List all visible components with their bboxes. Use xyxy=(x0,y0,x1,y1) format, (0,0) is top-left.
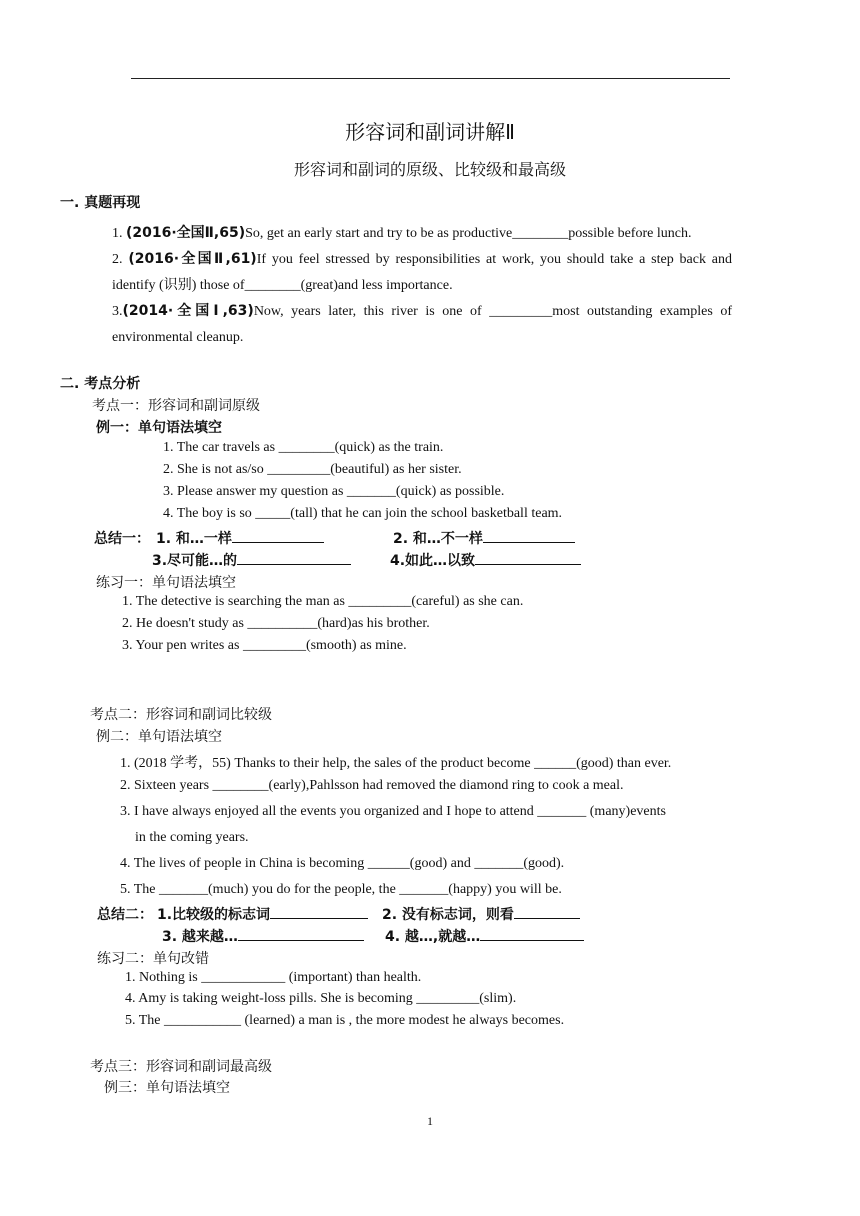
point1-example-label: 例一：单句语法填空 xyxy=(96,420,222,436)
practice2-item-2: 4. Amy is taking weight-loss pills. She is becoming _________(slim). xyxy=(125,991,517,1006)
point1-title: 考点一：形容词和副词原级 xyxy=(92,398,260,414)
point2-item-3-cont: in the coming years. xyxy=(135,830,249,845)
blank-line xyxy=(480,926,584,941)
practice2-item-3: 5. The ___________ (learned) a man is , the more modest he always becomes. xyxy=(125,1013,565,1028)
section1-heading: 一. 真题再现 xyxy=(60,195,141,211)
summary1-item-1: 1. 和…一样 xyxy=(156,528,324,548)
point3-example-label: 例三：单句语法填空 xyxy=(104,1080,230,1096)
summary1-item-2: 2. 和…不一样 xyxy=(393,528,575,548)
practice2-label: 练习二：单句改错 xyxy=(97,951,209,967)
q2-num: 2. xyxy=(112,252,123,267)
question-2 xyxy=(112,246,732,299)
question-1 xyxy=(112,220,732,247)
point2-item-3: 3. I have always enjoyed all the events you organized and I hope to attend _______ (many)events xyxy=(120,804,666,819)
summary1-item-3: 3.尽可能…的 xyxy=(152,550,351,570)
point3-title: 考点三：形容词和副词最高级 xyxy=(90,1059,272,1075)
summary2-item-3: 3. 越来越… xyxy=(162,926,364,946)
point2-example-label: 例二：单句语法填空 xyxy=(96,729,222,745)
q1-text: So, get an early start and try to be as productive________possible before lunch. xyxy=(245,226,692,241)
q2-source: (2016·全国Ⅱ,61) xyxy=(128,251,257,267)
q1-source: (2016·全国Ⅱ,65) xyxy=(126,225,246,241)
q3-text: Now, years later, this river is one of _________most outstanding examples of environmental cleanup. xyxy=(112,304,733,345)
summary2-item-1: 1.比较级的标志词 xyxy=(157,904,368,924)
blank-line xyxy=(475,550,581,565)
point1-item-1: 1. The car travels as ________(quick) as the train. xyxy=(163,440,444,455)
blank-line xyxy=(514,904,580,919)
point2-item-2: 2. Sixteen years ________(early),Pahlsson had removed the diamond ring to cook a meal. xyxy=(120,778,624,793)
blank-line xyxy=(237,550,351,565)
summary2-item-2: 2. 没有标志词，则看 xyxy=(382,904,580,924)
blank-line xyxy=(483,528,575,543)
point2-item-5: 5. The _______(much) you do for the people, the _______(happy) you will be. xyxy=(120,882,562,897)
blank-line xyxy=(270,904,368,919)
practice1-item-3: 3. Your pen writes as _________(smooth) as mine. xyxy=(122,638,407,653)
q3-source: (2014·全国Ⅰ,63) xyxy=(122,303,254,319)
q2-text: If you feel stressed by responsibilities at work, you should take a step back and identify (识别) those of________(great)and less importance. xyxy=(112,252,733,293)
summary1-item-4: 4.如此…以致 xyxy=(390,550,581,570)
point1-item-4: 4. The boy is so _____(tall) that he can join the school basketball team. xyxy=(163,506,563,521)
header-rule xyxy=(131,78,730,79)
blank-line xyxy=(232,528,324,543)
point2-item-1: 1. (2018 学考，55) Thanks to their help, the sales of the product become ______(good) than ever. xyxy=(120,756,672,771)
point2-title: 考点二：形容词和副词比较级 xyxy=(90,707,272,723)
practice1-item-2: 2. He doesn't study as __________(hard)as his brother. xyxy=(122,616,430,631)
point1-item-3: 3. Please answer my question as _______(quick) as possible. xyxy=(163,484,505,499)
point2-item-4: 4. The lives of people in China is becoming ______(good) and _______(good). xyxy=(120,856,565,871)
section2-heading: 二. 考点分析 xyxy=(60,376,141,392)
summary2-label: 总结二： xyxy=(97,907,153,923)
summary1-label: 总结一： xyxy=(94,531,150,547)
question-3 xyxy=(112,298,732,351)
point1-item-2: 2. She is not as/so _________(beautiful) as her sister. xyxy=(163,462,462,477)
summary2-item-4: 4. 越…,就越… xyxy=(385,926,584,946)
practice1-item-1: 1. The detective is searching the man as _________(careful) as she can. xyxy=(122,594,524,609)
page-number: 1 xyxy=(427,1114,433,1128)
q3-num: 3. xyxy=(112,304,123,319)
practice2-item-1: 1. Nothing is ____________ (important) than health. xyxy=(125,970,422,985)
q1-num: 1. xyxy=(112,226,123,241)
page-title: 形容词和副词讲解Ⅱ xyxy=(345,120,515,144)
practice1-label: 练习一：单句语法填空 xyxy=(96,575,236,591)
blank-line xyxy=(238,926,364,941)
page-subtitle: 形容词和副词的原级、比较级和最高级 xyxy=(293,160,566,179)
